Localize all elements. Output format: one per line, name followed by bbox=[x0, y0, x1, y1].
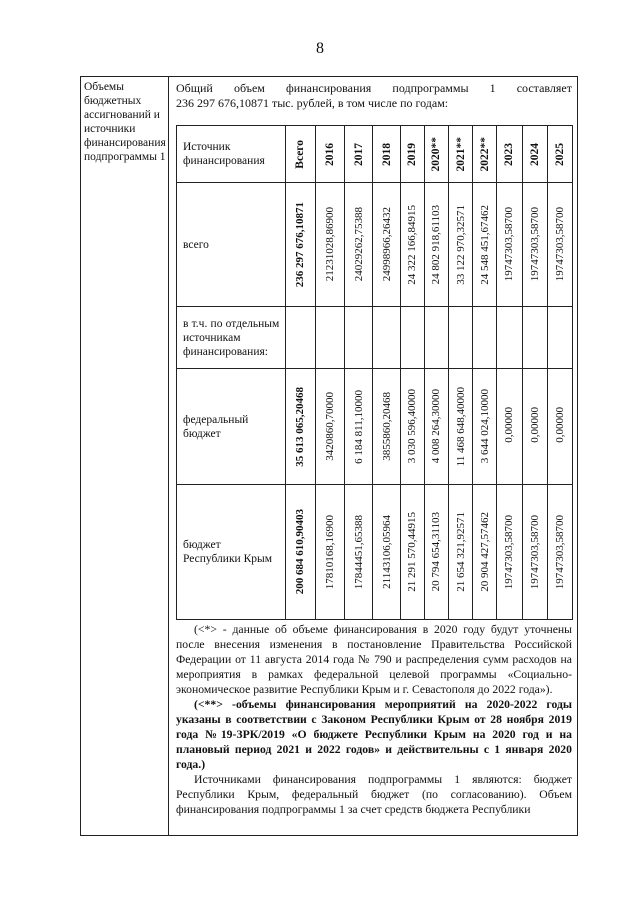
table-cell: 11 468 648,40000 bbox=[449, 369, 473, 485]
intro-line-1: Общий объем финансирования подпрограммы 1 составляет bbox=[176, 81, 572, 95]
table-row-crimea bbox=[177, 485, 573, 620]
header-cell: 2018 bbox=[373, 126, 400, 183]
table-cell bbox=[424, 307, 448, 369]
table-cell: 24998966,26432 bbox=[373, 183, 400, 307]
table-cell: 24 322 166,84915 bbox=[400, 183, 424, 307]
table-cell: 3 644 024,10000 bbox=[473, 369, 497, 485]
table-cell: 24 548 451,67462 bbox=[473, 183, 497, 307]
row-label: федеральный бюджет bbox=[177, 369, 286, 485]
table-cell: 0,00000 bbox=[522, 369, 547, 485]
table-cell: 24029262,75388 bbox=[345, 183, 373, 307]
column-divider bbox=[168, 76, 169, 836]
table-cell: 17844451,65388 bbox=[345, 485, 373, 620]
table-cell: 19747303,58700 bbox=[547, 485, 572, 620]
header-cell: 2024 bbox=[522, 126, 547, 183]
header-cell: 2017 bbox=[345, 126, 373, 183]
table-cell: 33 122 970,32571 bbox=[449, 183, 473, 307]
note-paragraph-1: (<*> - данные об объеме финансирования в 2020 году будут уточнены после внесения изменения в постановление Правительства Российской Федерации от 11 августа 2014 года № 790 и распределения сумм расходов на мероприятия в рамках федеральной целевой программы «Социально-экономическое развитие Республики Крым и г. Севастополя до 2022 года»). bbox=[176, 623, 572, 696]
table-cell bbox=[497, 307, 522, 369]
table-cell bbox=[400, 307, 424, 369]
table-cell: 0,00000 bbox=[547, 369, 572, 485]
table-cell: 35 613 065,20468 bbox=[286, 369, 315, 485]
notes-block bbox=[176, 622, 572, 817]
table-cell bbox=[286, 307, 315, 369]
intro-paragraph bbox=[176, 81, 572, 111]
table-row-subheading bbox=[177, 307, 573, 369]
header-cell: 2022** bbox=[473, 126, 497, 183]
section-label: Объемы бюджетных ассигнований и источники финансирования подпрограммы 1 bbox=[84, 81, 166, 163]
intro-line-2: 236 297 676,10871 тыс. рублей, в том числе по годам: bbox=[176, 96, 449, 110]
header-cell: 2025 bbox=[547, 126, 572, 183]
financing-table bbox=[176, 125, 573, 620]
table-cell: 3 030 596,40000 bbox=[400, 369, 424, 485]
table-cell: 200 684 610,90403 bbox=[286, 485, 315, 620]
table-cell: 21 291 570,44915 bbox=[400, 485, 424, 620]
header-cell: 2020** bbox=[424, 126, 448, 183]
table-cell: 4 008 264,30000 bbox=[424, 369, 448, 485]
table-row-total bbox=[177, 183, 573, 307]
table-cell: 3855860,20468 bbox=[373, 369, 400, 485]
header-cell: 2019 bbox=[400, 126, 424, 183]
table-cell: 19747303,58700 bbox=[497, 485, 522, 620]
table-cell: 19747303,58700 bbox=[522, 183, 547, 307]
table-row-federal bbox=[177, 369, 573, 485]
table-cell: 19747303,58700 bbox=[547, 183, 572, 307]
row-label: всего bbox=[177, 183, 286, 307]
header-cell: 2016 bbox=[315, 126, 344, 183]
page-number: 8 bbox=[316, 40, 324, 57]
table-cell: 17810168,16900 bbox=[315, 485, 344, 620]
table-cell: 6 184 811,10000 bbox=[345, 369, 373, 485]
table-cell: 236 297 676,10871 bbox=[286, 183, 315, 307]
row-label: в т.ч. по отдельным источникам финансирования: bbox=[177, 307, 286, 369]
table-cell bbox=[547, 307, 572, 369]
note-paragraph-3: Источниками финансирования подпрограммы 1 являются: бюджет Республики Крым, федеральный бюджет (по согласованию). Объем финансирования подпрограммы 1 за счет средств бюджета Республики bbox=[176, 773, 572, 816]
table-cell: 20 794 654,31103 bbox=[424, 485, 448, 620]
table-cell: 20 904 427,57462 bbox=[473, 485, 497, 620]
table-cell: 21 654 321,92571 bbox=[449, 485, 473, 620]
header-row bbox=[177, 126, 573, 183]
table-cell: 19747303,58700 bbox=[497, 183, 522, 307]
header-cell: 2021** bbox=[449, 126, 473, 183]
table-cell: 0,00000 bbox=[497, 369, 522, 485]
table-cell: 24 802 918,61103 bbox=[424, 183, 448, 307]
table-cell bbox=[522, 307, 547, 369]
header-source-label: Источник финансирования bbox=[177, 126, 286, 183]
table-cell bbox=[373, 307, 400, 369]
table-cell: 19747303,58700 bbox=[522, 485, 547, 620]
header-cell: Всего bbox=[286, 126, 315, 183]
table-cell: 3420860,70000 bbox=[315, 369, 344, 485]
table-cell: 21231028,86900 bbox=[315, 183, 344, 307]
table-cell bbox=[345, 307, 373, 369]
header-cell: 2023 bbox=[497, 126, 522, 183]
table-cell bbox=[473, 307, 497, 369]
table-cell bbox=[449, 307, 473, 369]
row-label: бюджет Республики Крым bbox=[177, 485, 286, 620]
table-cell bbox=[315, 307, 344, 369]
table-cell: 21143106,05964 bbox=[373, 485, 400, 620]
note-paragraph-2: (<**> -объемы финансирования мероприятий на 2020-2022 годы указаны в соответствии с Законом Республики Крым от 28 ноября 2019 года №19-ЗРК/2019 «О бюджете Республики Крым на 2020 год и на плановый период 2021 и 2022 годов» и действительны с 1 января 2020 года.) bbox=[176, 698, 572, 771]
